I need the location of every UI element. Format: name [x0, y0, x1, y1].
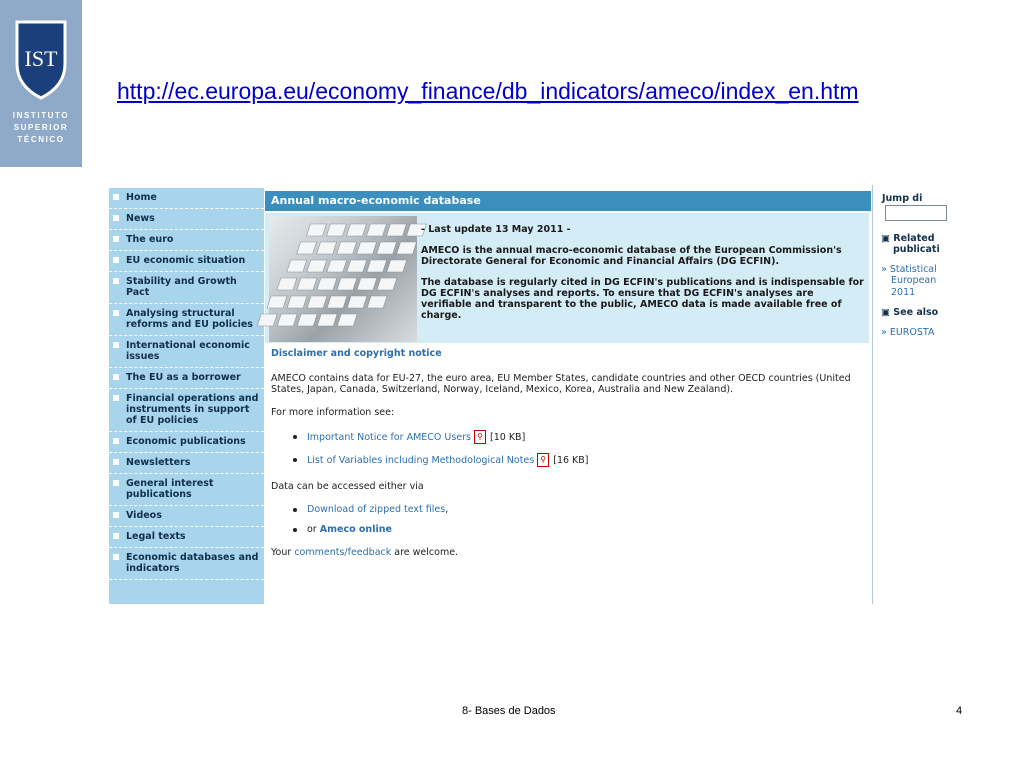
nav-item-label: Analysing structural reforms and EU policies — [126, 308, 253, 330]
nav-item-label: The euro — [126, 234, 174, 245]
page-title: Annual macro-economic database — [265, 191, 871, 211]
last-update: - Last update 13 May 2011 - — [421, 224, 571, 235]
nav-item-label: Economic databases and indicators — [126, 552, 259, 574]
bullet-icon — [113, 554, 119, 560]
bullet-icon — [113, 480, 119, 486]
european-link[interactable]: European — [891, 275, 937, 286]
welcome-label: are welcome. — [394, 547, 459, 558]
nav-item-label: General interest publications — [126, 478, 214, 500]
pdf-icon[interactable]: ⚲ — [474, 430, 486, 444]
nav-item-international-issues[interactable] — [109, 336, 264, 368]
download-zipped-link[interactable]: Download of zipped text files — [307, 504, 446, 515]
related-line2: publicati — [893, 244, 940, 255]
nav-item-label: Financial operations and instruments in support of EU policies — [126, 393, 259, 426]
nav-item-label: News — [126, 213, 155, 224]
year-link[interactable]: 2011 — [891, 287, 916, 298]
list-item — [293, 430, 871, 444]
bullet-icon — [113, 257, 119, 263]
checkbox-icon: ▣ — [881, 307, 890, 318]
feedback-sentence — [271, 547, 871, 558]
variables-list-link[interactable]: List of Variables including Methodological Notes — [307, 454, 535, 466]
related-line1: Related — [893, 233, 935, 244]
nav-item-eu-borrower[interactable] — [109, 368, 264, 389]
website-screenshot — [109, 185, 940, 604]
file-size: [10 KB] — [490, 431, 526, 443]
ist-shield-icon — [13, 20, 69, 100]
nav-item-label: International economic issues — [126, 340, 250, 362]
nav-item-news[interactable] — [109, 209, 264, 230]
bullet-icon — [113, 459, 119, 465]
nav-item-the-euro[interactable] — [109, 230, 264, 251]
nav-item-label: Newsletters — [126, 457, 191, 468]
institution-name — [13, 110, 69, 146]
nav-item-newsletters[interactable] — [109, 453, 264, 474]
nav-item-label: EU economic situation — [126, 255, 246, 266]
ameco-url-link[interactable]: http://ec.europa.eu/economy_finance/db_indicators/ameco/index_en.htm — [117, 78, 859, 104]
bullet-icon — [113, 512, 119, 518]
bullet-icon — [113, 342, 119, 348]
svg-text:IST: IST — [24, 46, 58, 71]
bullet-icon — [113, 310, 119, 316]
more-info-label: For more information see: — [271, 407, 395, 418]
ist-logo — [0, 0, 82, 167]
nav-item-label: The EU as a borrower — [126, 372, 241, 383]
nav-item-label: Legal texts — [126, 531, 186, 542]
your-label: Your — [271, 547, 292, 558]
pdf-icon[interactable]: ⚲ — [537, 453, 549, 467]
institution-line3: TÉCNICO — [17, 135, 65, 144]
bullet-icon — [113, 533, 119, 539]
nav-item-structural-reforms[interactable] — [109, 304, 264, 336]
nav-item-economic-databases[interactable] — [109, 548, 264, 580]
access-label: Data can be accessed either via — [271, 481, 424, 492]
bullet-icon — [113, 374, 119, 380]
disclaimer-link[interactable]: Disclaimer and copyright notice — [271, 348, 442, 359]
see-also-heading — [881, 307, 938, 318]
or-label: or — [307, 524, 317, 535]
nav-item-label: Economic publications — [126, 436, 246, 447]
nav-item-eu-economic-situation[interactable] — [109, 251, 264, 272]
file-size: [16 KB] — [553, 454, 589, 466]
ameco-online-link[interactable]: Ameco online — [319, 524, 392, 535]
institution-line2: SUPERIOR — [13, 123, 69, 132]
checkbox-icon: ▣ — [881, 233, 890, 244]
ameco-contains-text: AMECO contains data for EU-27, the euro area, EU Member States, candidate countries and other OECD countries (United States, Japan, Canada, Switzerland, Norway, Iceland, Mexico, Korea, Australia and New Zealand). — [271, 373, 851, 395]
list-item — [293, 453, 871, 467]
nav-item-label: Videos — [126, 510, 162, 521]
keyboard-image — [269, 216, 417, 342]
nav-item-home[interactable] — [109, 188, 264, 209]
link-suffix: , — [445, 504, 449, 515]
intro-panel — [265, 213, 869, 343]
bullet-icon — [113, 395, 119, 401]
nav-item-stability-growth-pact[interactable] — [109, 272, 264, 304]
body-text — [271, 348, 871, 558]
keyboard-keys-icon — [269, 216, 417, 342]
bullet-icon — [113, 194, 119, 200]
see-also-label: See also — [893, 307, 939, 318]
slide-page-number: 4 — [956, 705, 963, 717]
statistical-link[interactable]: » Statistical — [881, 264, 937, 275]
eurostat-link[interactable]: » EUROSTA — [881, 327, 935, 338]
bullet-icon — [293, 508, 297, 512]
bullet-icon — [113, 215, 119, 221]
list-item — [293, 524, 871, 535]
slide-footer: 8- Bases de Dados — [462, 705, 556, 717]
bullet-icon — [113, 438, 119, 444]
main-content — [264, 185, 872, 604]
nav-item-legal-texts[interactable] — [109, 527, 264, 548]
feedback-link[interactable]: comments/feedback — [294, 547, 392, 558]
bullet-icon — [113, 236, 119, 242]
nav-item-videos[interactable] — [109, 506, 264, 527]
related-heading — [881, 233, 935, 244]
ameco-description: AMECO is the annual macro-economic database of the European Commission's Directorate General for Economic and Financial Affairs (DG ECFIN). — [421, 245, 842, 267]
bullet-icon — [293, 435, 297, 439]
institution-line1: INSTITUTO — [12, 111, 70, 120]
important-notice-link[interactable]: Important Notice for AMECO Users — [307, 431, 472, 443]
nav-item-label: Home — [126, 192, 157, 203]
right-sidebar — [872, 185, 940, 604]
bullet-icon — [293, 458, 297, 462]
bullet-icon — [293, 528, 297, 532]
ameco-citation-text: The database is regularly cited in DG ECFIN's publications and is indispensable for DG ECFIN's analyses and reports. To ensure that DG ECFIN's analyses are verifiable and transparent to the public, AMECO data is made available free of charge. — [421, 277, 864, 321]
nav-item-general-publications[interactable] — [109, 474, 264, 506]
bullet-icon — [113, 278, 119, 284]
jump-select[interactable] — [885, 205, 947, 221]
jump-label: Jump di — [882, 193, 923, 204]
nav-item-financial-operations[interactable] — [109, 389, 264, 432]
list-item — [293, 504, 871, 515]
intro-text — [421, 224, 865, 331]
sidebar-nav — [109, 188, 264, 604]
nav-item-economic-publications[interactable] — [109, 432, 264, 453]
nav-item-label: Stability and Growth Pact — [126, 276, 237, 298]
